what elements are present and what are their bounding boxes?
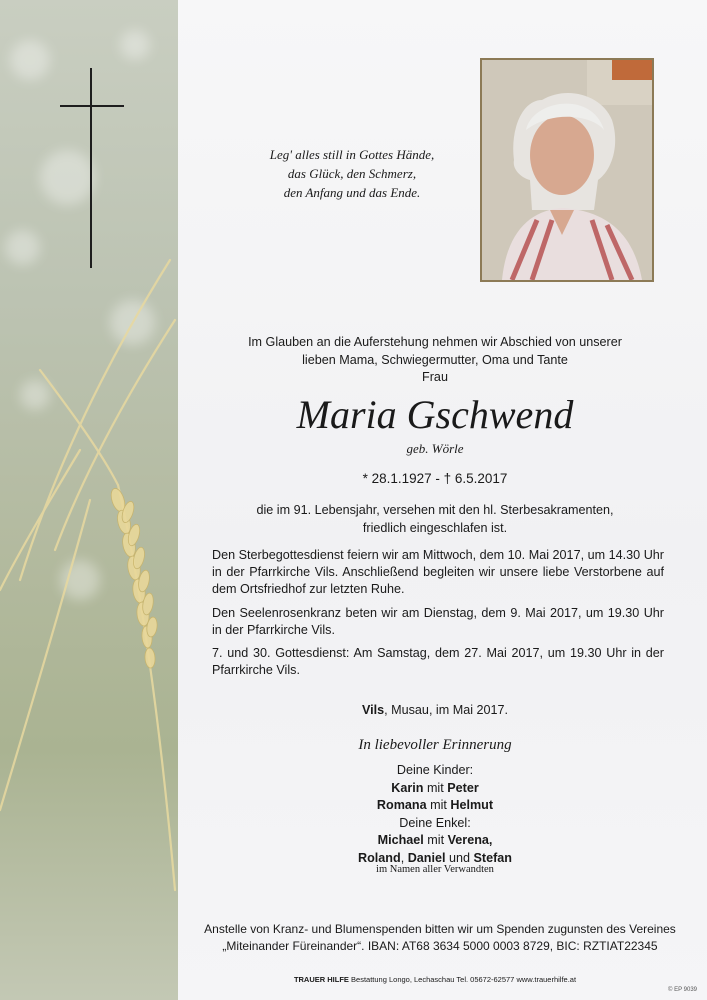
cross-horizontal <box>60 105 124 107</box>
children-label: Deine Kinder: <box>396 763 474 777</box>
verse <box>232 145 472 202</box>
intro-line-1: Im Glauben an die Auferstehung nehmen wir Abschied von unserer <box>248 335 622 349</box>
family-list <box>205 762 665 867</box>
child-name: Karin <box>391 780 424 795</box>
intro-text <box>205 333 665 369</box>
donation-line-1: Anstelle von Kranz- und Blumenspenden bitten wir um Spenden zugunsten des Vereines <box>204 922 676 936</box>
deceased-name: Maria Gschwend <box>296 392 574 437</box>
footer-code: © EP 9039 <box>668 987 697 993</box>
child-pair-1 <box>205 780 665 798</box>
grandchildren-label: Deine Enkel: <box>399 815 471 830</box>
donation-note <box>195 921 685 955</box>
masses-paragraph: 7. und 30. Gottesdienst: Am Samstag, dem 27. Mai 2017, um 19.30 Uhr in der Pfarrkirche Vils. <box>212 646 664 677</box>
passing-line-2: friedlich eingeschlafen ist. <box>362 521 508 535</box>
verse-line-2: das Glück, den Schmerz, <box>287 166 417 181</box>
verse-line-3: den Anfang und das Ende. <box>283 185 421 200</box>
maiden-name: geb. Wörle <box>406 441 464 456</box>
with-word: mit <box>430 798 447 812</box>
with-word: mit <box>426 780 444 795</box>
relatives-note: im Namen aller Verwandten <box>376 864 494 875</box>
passing-line-1: die im 91. Lebensjahr, versehen mit den hl. Sterbesakramenten, <box>256 503 614 517</box>
footer-text: Bestattung Longo, Lechaschau Tel. 05672-62577 www.trauerhilfe.at <box>351 975 577 984</box>
footer <box>205 975 665 984</box>
portrait-photo <box>480 58 654 282</box>
cross-vertical <box>90 68 92 268</box>
grandchild-name: Daniel <box>407 850 446 865</box>
place-date <box>205 703 665 717</box>
footer-brand: TRAUER HILFE <box>293 975 349 984</box>
grandchild-name: Roland <box>358 850 401 865</box>
rosary-paragraph: Den Seelenrosenkranz beten wir am Dienstag, dem 9. Mai 2017, um 19.30 Uhr in der Pfarrkirche Vils. <box>212 606 664 637</box>
separator: , <box>400 850 408 865</box>
portrait-illustration <box>482 60 652 280</box>
grandchild-pair <box>205 832 665 850</box>
wheat-stalk-illustration <box>0 250 240 900</box>
grandchild-name: Stefan <box>473 850 512 865</box>
verse-line-1: Leg' alles still in Gottes Hände, <box>269 147 435 162</box>
place-rest: , Musau, im Mai 2017. <box>384 703 509 717</box>
donation-line-2: „Miteinander Füreinander“. IBAN: AT68 3634 5000 0003 8729, BIC: RZTIAT22345 <box>222 939 658 953</box>
child-pair-2 <box>205 797 665 815</box>
grandchild-name: Michael <box>377 833 424 847</box>
child-name: Romana <box>376 798 427 812</box>
funeral-service-paragraph: Den Sterbegottesdienst feiern wir am Mittwoch, dem 10. Mai 2017, um 14.30 Uhr in der Pfarrkirche Vils. Anschließend begleiten wir unsere liebe Verstorbene auf dem Ortsfriedhof zur letzten Ruhe. <box>212 548 664 596</box>
partner-name: Peter <box>447 780 479 795</box>
salutation: Frau <box>422 370 448 384</box>
with-word: mit <box>427 833 445 847</box>
intro-line-2: lieben Mama, Schwiegermutter, Oma und Tante <box>302 353 568 367</box>
life-dates: * 28.1.1927 - † 6.5.2017 <box>362 471 508 486</box>
passing-text <box>205 501 665 537</box>
and-word: und <box>448 850 470 865</box>
place-town: Vils <box>361 703 385 717</box>
memory-heading: In liebevoller Erinnerung <box>358 737 512 753</box>
partner-name: Helmut <box>450 798 494 812</box>
partner-name: Verena, <box>447 833 493 847</box>
